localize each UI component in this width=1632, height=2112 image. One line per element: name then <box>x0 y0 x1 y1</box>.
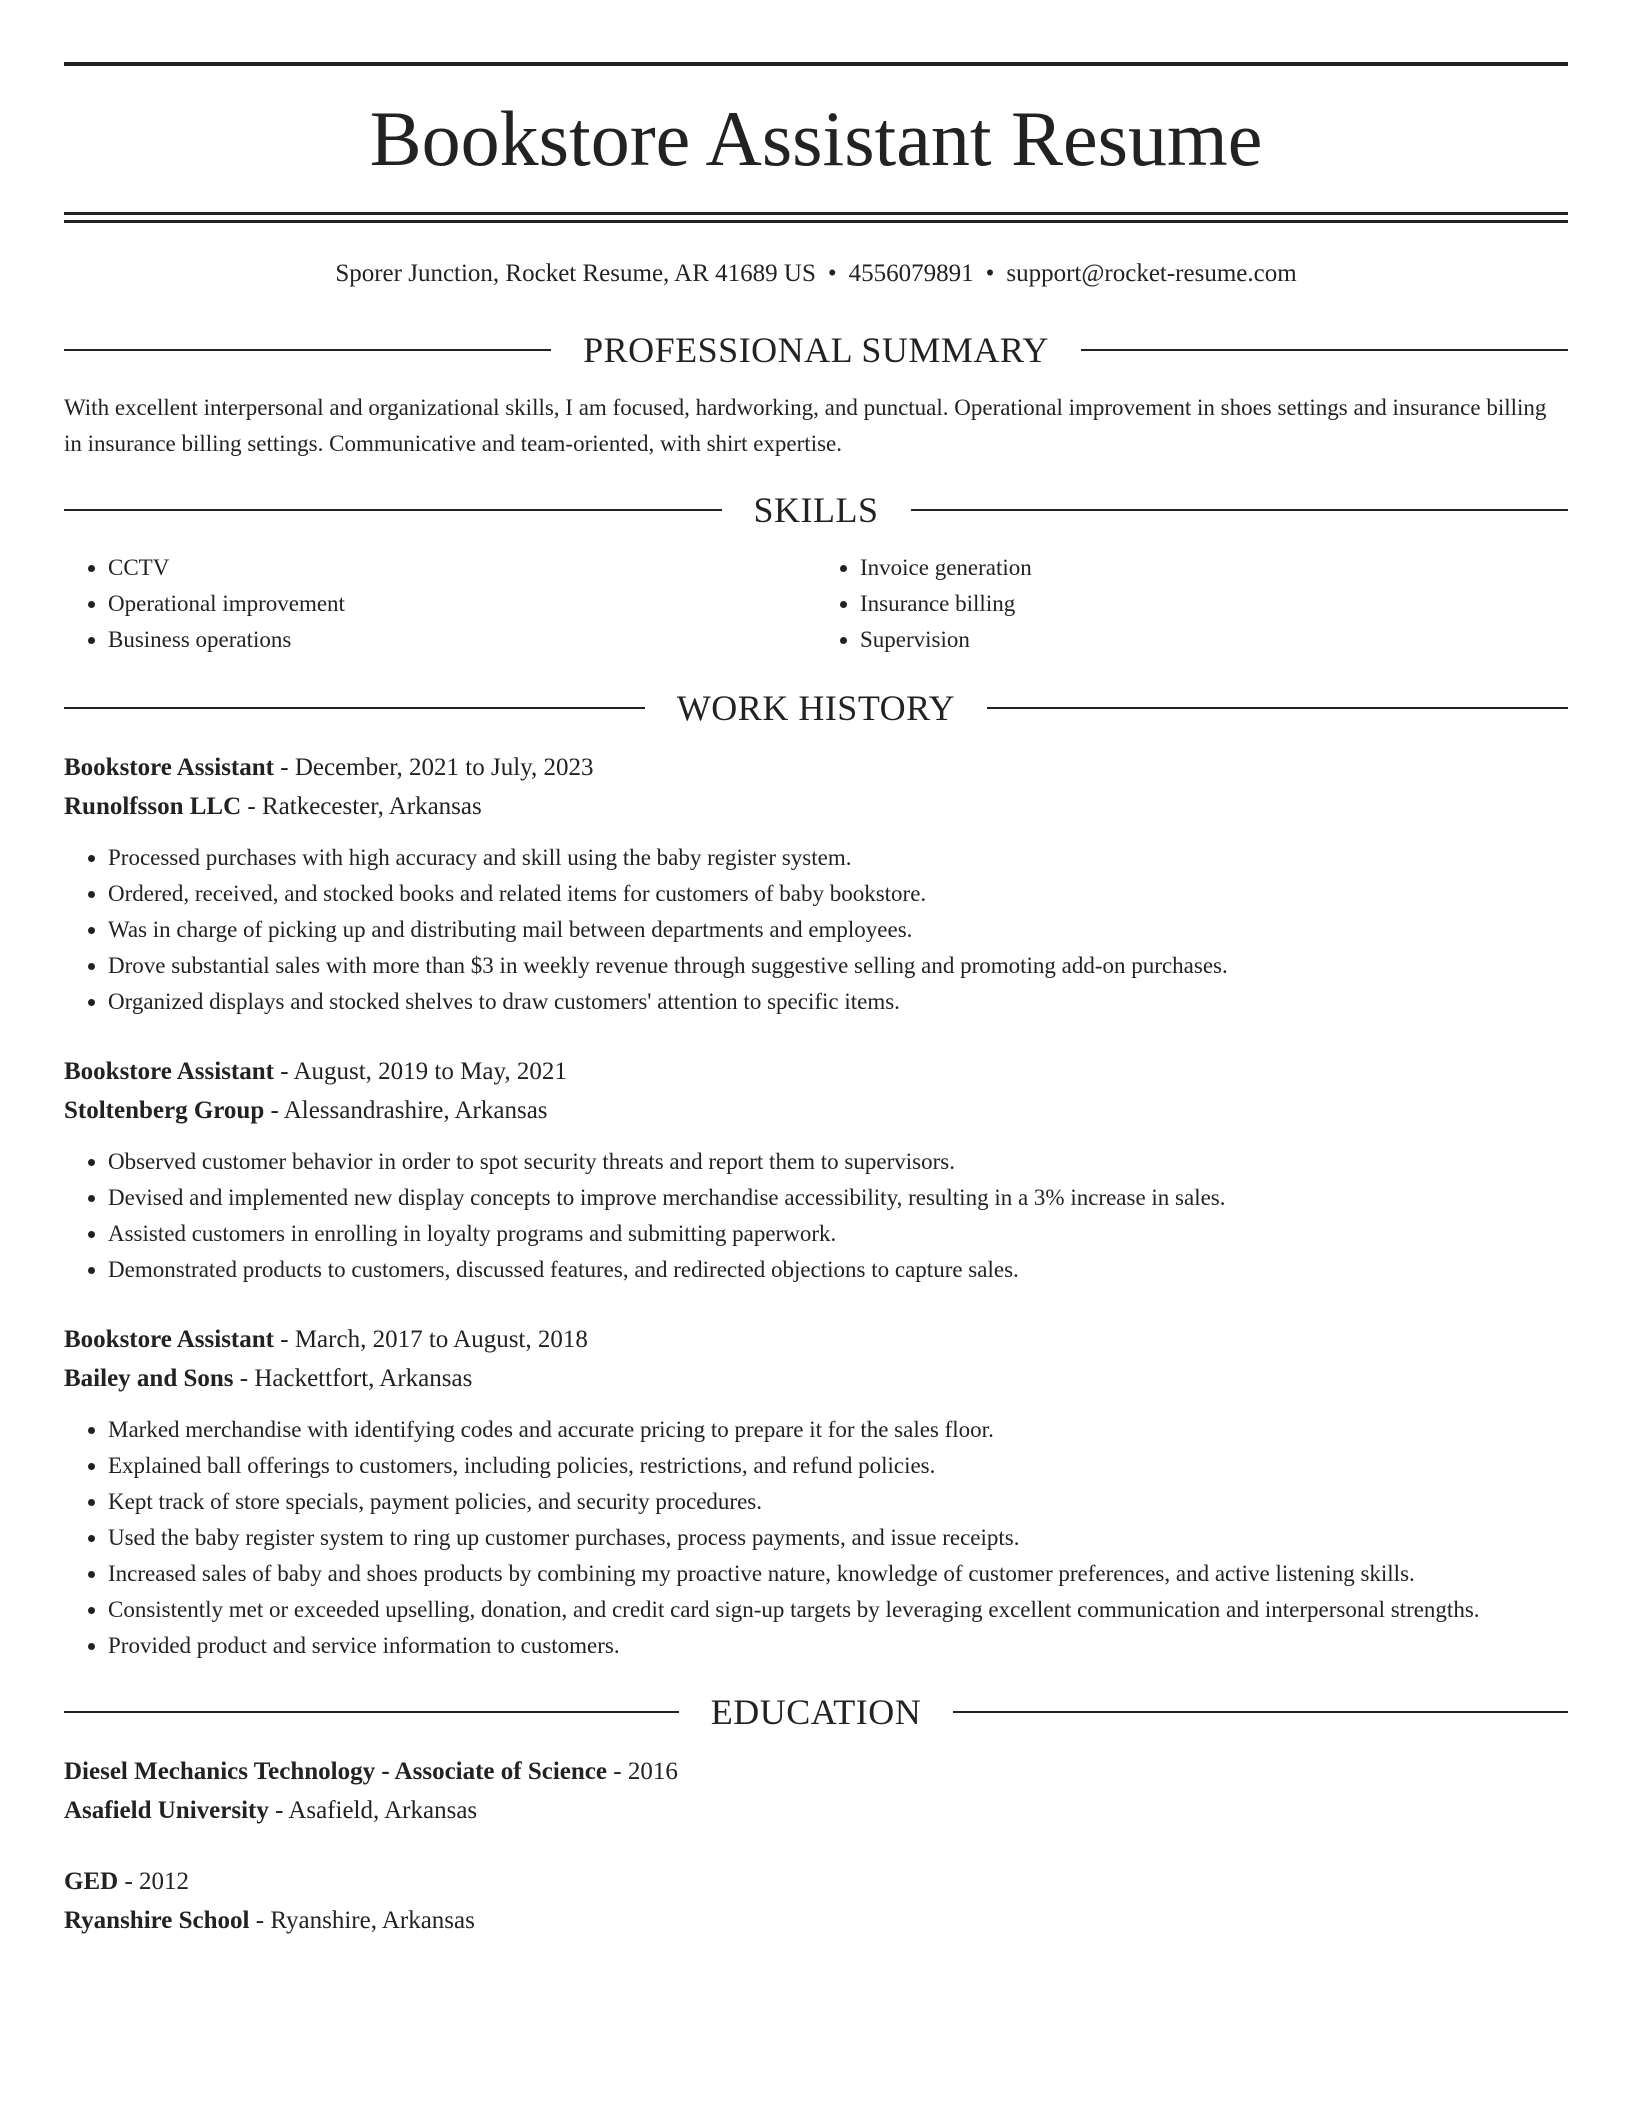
title-double-rule <box>64 212 1568 223</box>
education-entry <box>64 1862 1568 1940</box>
section-heading-education <box>64 1694 1568 1730</box>
job-bullet: • Marked merchandise with identifying codes and accurate pricing to prepare it for the sales floor. <box>108 1412 1568 1448</box>
job-bullet: • Demonstrated products to customers, discussed features, and redirected objections to capture sales. <box>108 1252 1568 1288</box>
heading-rule <box>1081 349 1568 351</box>
contact-phone: 4556079891 <box>848 260 974 287</box>
job-bullet: • Processed purchases with high accuracy and skill using the baby register system. <box>108 840 1568 876</box>
education-degree-line <box>64 1752 1568 1791</box>
job-title: Bookstore Assistant <box>64 1058 274 1085</box>
job-bullet: • Organized displays and stocked shelves to draw customers' attention to specific items. <box>108 984 1568 1020</box>
dash: - <box>233 1365 255 1392</box>
contact-separator: • <box>985 260 995 287</box>
dash: - <box>264 1097 284 1124</box>
skills-list <box>64 550 1568 658</box>
dash: - <box>241 793 262 820</box>
heading-rule <box>64 509 722 511</box>
dash: - <box>268 1797 289 1824</box>
education-location: Asafield, Arkansas <box>288 1797 478 1824</box>
dash: - <box>274 1058 294 1085</box>
job-entry <box>64 1320 1568 1664</box>
job-company: Runolfsson LLC <box>64 793 242 820</box>
heading-rule <box>64 1711 679 1713</box>
education-degree: GED <box>64 1868 119 1895</box>
section-heading-work <box>64 690 1568 726</box>
job-bullet: • Assisted customers in enrolling in loyalty programs and submitting paperwork. <box>108 1216 1568 1252</box>
dash: - <box>249 1907 271 1934</box>
education-school: Asafield University <box>64 1797 269 1824</box>
heading-rule <box>953 1711 1568 1713</box>
dash: - <box>118 1868 140 1895</box>
job-company: Bailey and Sons <box>64 1365 234 1392</box>
skill-item: • Supervision <box>860 622 1568 658</box>
section-title: SKILLS <box>753 490 879 530</box>
section-heading-skills <box>64 492 1568 528</box>
job-bullet: • Used the baby register system to ring up customer purchases, process payments, and issue receipts. <box>108 1520 1568 1556</box>
job-bullet: • Was in charge of picking up and distributing mail between departments and employees. <box>108 912 1568 948</box>
job-location: Ratkecester, Arkansas <box>261 793 482 820</box>
education-school: Ryanshire School <box>64 1907 250 1934</box>
job-bullet: • Increased sales of baby and shoes products by combining my proactive nature, knowledge of customer preferences, and active listening skills. <box>108 1556 1568 1592</box>
job-title: Bookstore Assistant <box>64 754 274 781</box>
education-school-line <box>64 1791 1568 1830</box>
job-title-line <box>64 1320 1568 1359</box>
job-bullets <box>64 1412 1568 1664</box>
job-company: Stoltenberg Group <box>64 1097 265 1124</box>
job-bullet: • Consistently met or exceeded upselling, donation, and credit card sign-up targets by leveraging excellent communication and interpersonal strengths. <box>108 1592 1568 1628</box>
dash: - <box>607 1758 628 1785</box>
job-dates: March, 2017 to August, 2018 <box>294 1326 588 1353</box>
job-entry <box>64 748 1568 1020</box>
skills-column-right <box>816 550 1568 658</box>
education-location: Ryanshire, Arkansas <box>270 1907 475 1934</box>
summary-text: With excellent interpersonal and organizational skills, I am focused, hardworking, and punctual. Operational improvement in shoes settings and insurance billing in insurance billing settings. Communicative and team-oriented, with shirt expertise. <box>64 395 1547 456</box>
contact-separator: • <box>827 260 837 287</box>
education-entry <box>64 1752 1568 1830</box>
skill-item: • Insurance billing <box>860 586 1568 622</box>
job-bullet: • Explained ball offerings to customers, including policies, restrictions, and refund policies. <box>108 1448 1568 1484</box>
job-company-line <box>64 1091 1568 1130</box>
contact-address: Sporer Junction, Rocket Resume, AR 41689 US <box>335 260 816 287</box>
skill-item: • Operational improvement <box>108 586 816 622</box>
education-degree: Diesel Mechanics Technology - Associate of Science <box>64 1758 607 1785</box>
job-company-line <box>64 787 1568 826</box>
job-bullet: • Kept track of store specials, payment policies, and security procedures. <box>108 1484 1568 1520</box>
section-title: WORK HISTORY <box>676 688 956 728</box>
contact-line <box>64 223 1568 286</box>
heading-rule <box>911 509 1569 511</box>
heading-rule <box>64 349 551 351</box>
skill-item: • Business operations <box>108 622 816 658</box>
job-bullet: • Devised and implemented new display concepts to improve merchandise accessibility, resulting in a 3% increase in sales. <box>108 1180 1568 1216</box>
job-bullet: • Observed customer behavior in order to spot security threats and report them to supervisors. <box>108 1144 1568 1180</box>
section-title: EDUCATION <box>710 1692 922 1732</box>
job-bullets <box>64 1144 1568 1288</box>
education-school-line <box>64 1901 1568 1940</box>
education-year: 2012 <box>139 1868 190 1895</box>
job-bullets <box>64 840 1568 1020</box>
job-bullet: • Ordered, received, and stocked books and related items for customers of baby bookstore. <box>108 876 1568 912</box>
section-heading-summary <box>64 332 1568 368</box>
dash: - <box>274 1326 295 1353</box>
job-bullet: • Provided product and service information to customers. <box>108 1628 1568 1664</box>
job-title-line <box>64 1052 1568 1091</box>
heading-rule <box>64 707 645 709</box>
skill-item: • CCTV <box>108 550 816 586</box>
section-title: PROFESSIONAL SUMMARY <box>583 330 1049 370</box>
job-title: Bookstore Assistant <box>64 1326 274 1353</box>
job-dates: December, 2021 to July, 2023 <box>294 754 594 781</box>
skills-column-left <box>64 550 816 658</box>
job-company-line <box>64 1359 1568 1398</box>
contact-email: support@rocket-resume.com <box>1006 260 1297 287</box>
job-location: Hackettfort, Arkansas <box>254 1365 473 1392</box>
heading-rule <box>987 707 1568 709</box>
page-title: Bookstore Assistant Resume <box>369 95 1263 182</box>
skill-item: • Invoice generation <box>860 550 1568 586</box>
dash: - <box>274 754 295 781</box>
job-bullet: • Drove substantial sales with more than $3 in weekly revenue through suggestive selling and promoting add-on purchases. <box>108 948 1568 984</box>
job-location: Alessandrashire, Arkansas <box>283 1097 548 1124</box>
job-dates: August, 2019 to May, 2021 <box>293 1058 567 1085</box>
education-year: 2016 <box>627 1758 678 1785</box>
education-degree-line <box>64 1862 1568 1901</box>
job-title-line <box>64 748 1568 787</box>
job-entry <box>64 1052 1568 1288</box>
